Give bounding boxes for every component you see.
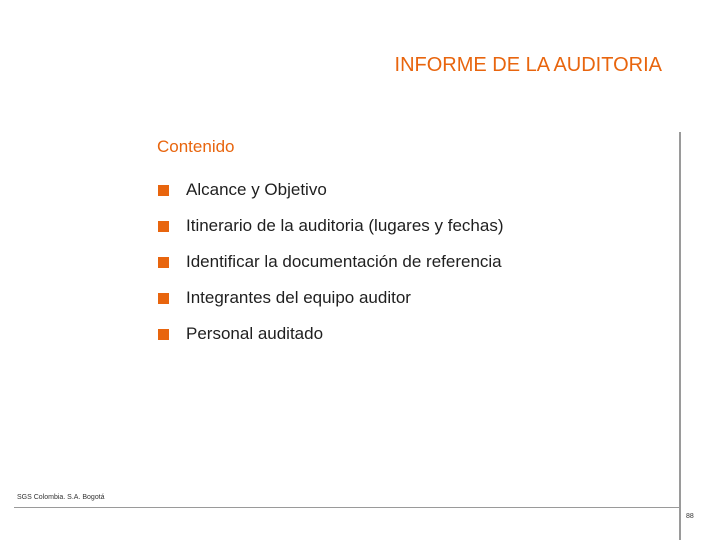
vertical-divider: [679, 132, 681, 540]
list-item: [157, 172, 504, 208]
list-item-text: Alcance y Objetivo: [186, 180, 327, 199]
list-item-text: Itinerario de la auditoria (lugares y fechas): [186, 216, 504, 235]
square-bullet-icon: [158, 185, 169, 196]
section-heading: Contenido: [157, 137, 235, 156]
list-item: [157, 208, 504, 244]
square-bullet-icon: [158, 293, 169, 304]
list-item-text: Personal auditado: [186, 324, 324, 343]
list-item: [157, 316, 504, 352]
footer-company: SGS Colombia. S.A. Bogotá: [17, 494, 105, 501]
square-bullet-icon: [158, 221, 169, 232]
list-item: [157, 280, 504, 316]
list-item-text: Identificar la documentación de referencia: [186, 252, 502, 271]
list-item-text: Integrantes del equipo auditor: [186, 288, 411, 307]
page-number: 88: [686, 513, 694, 520]
slide-title: INFORME DE LA AUDITORIA: [394, 54, 662, 76]
square-bullet-icon: [158, 257, 169, 268]
list-item: [157, 244, 504, 280]
content-list: [157, 172, 504, 352]
square-bullet-icon: [158, 329, 169, 340]
horizontal-divider: [14, 507, 680, 508]
